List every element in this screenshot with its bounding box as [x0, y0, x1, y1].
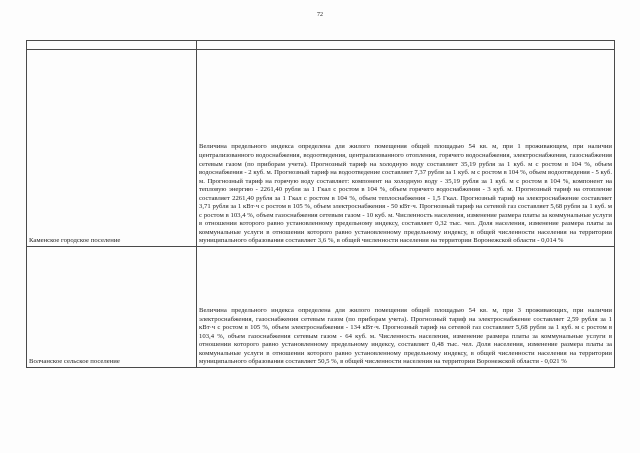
- index-table: [26, 40, 615, 368]
- index-description: Величина предельного индекса определена для жилого помещения общей площадью 54 кв. м, при 3 проживающих, при наличии электроснабжения, газоснабжения сетевым газом (по приборам учета). Прогнозный тариф на электроснабжение составляет 2,59 рубля за 1 кВт·ч с ростом в 105 %, объем электроснабжения - 134 кВт·ч. Прогнозный тариф на сетевой газ составляет 5,68 рубля за 1 куб. м с ростом в 103,4 %, объем газоснабжения сетевым газом - 64 куб. м. Численность населения, изменение размера платы за коммунальные услуги в отношении которого равно установленному предельному индексу, составляет 0,48 тыс. чел. Доля населения, изменение размера платы за коммунальные услуги в отношении которого равно установленному предельному индексу, в общей численности населения на территории муниципального образования составляет 50,5 %, в общей численности населения на территории Воронежской области - 0,021 %: [197, 247, 615, 368]
- settlement-name: Каменское городское поселение: [27, 50, 197, 247]
- table-row-top: [27, 41, 615, 50]
- page-number: 72: [317, 12, 323, 18]
- table-cell-empty: [197, 41, 615, 50]
- settlement-name: Волчанское сельское поселение: [27, 247, 197, 368]
- table-row: [27, 247, 615, 368]
- table-row: [27, 50, 615, 247]
- table-cell-empty: [27, 41, 197, 50]
- index-description: Величина предельного индекса определена для жилого помещения общей площадью 54 кв. м, при 1 проживающем, при наличии централизованного водоснабжения, водоотведения, централизованного отопления, горячего водоснабжения, электроснабжения, газоснабжения сетевым газом (по приборам учета). Прогнозный тариф на холодную воду составляет 35,19 рубля за 1 куб. м с ростом в 104 %, объем водоснабжения - 2 куб. м. Прогнозный тариф на водоотведение составляет 7,37 рубля за 1 куб. м с ростом в 104 %, объем водоотведения - 5 куб. м. Прогнозный тариф на горячую воду составляет: компонент на холодную воду - 35,19 рубля за 1 куб. м с ростом в 104 %, компонент на тепловую энергию - 2261,40 рубля за 1 Гкал с ростом в 104 %, объем горячего водоснабжения - 3 куб. м. Прогнозный тариф на отопление составляет 2261,40 рубля за 1 Гкал с ростом в 104 %, объем теплоснабжения - 1,5 Гкал. Прогнозный тариф на электроснабжение составляет 3,71 рубля за 1 кВт·ч с ростом в 105 %, объем электроснабжения - 50 кВт·ч. Прогнозный тариф на сетевой газ составляет 5,68 рубля за 1 куб. м с ростом в 103,4 %, объем газоснабжения сетевым газом - 10 куб. м. Численность населения, изменение размера платы за коммунальные услуги в отношении которого равно установленному предельному индексу, составляет 0,32 тыс. чел. Доля населения, изменение размера платы за коммунальные услуги в отношении которого равно установленному предельному индексу, в общей численности населения на территории муниципального образования составляет 3,6 %, в общей численности населения на территории Воронежской области - 0,014 %: [197, 50, 615, 247]
